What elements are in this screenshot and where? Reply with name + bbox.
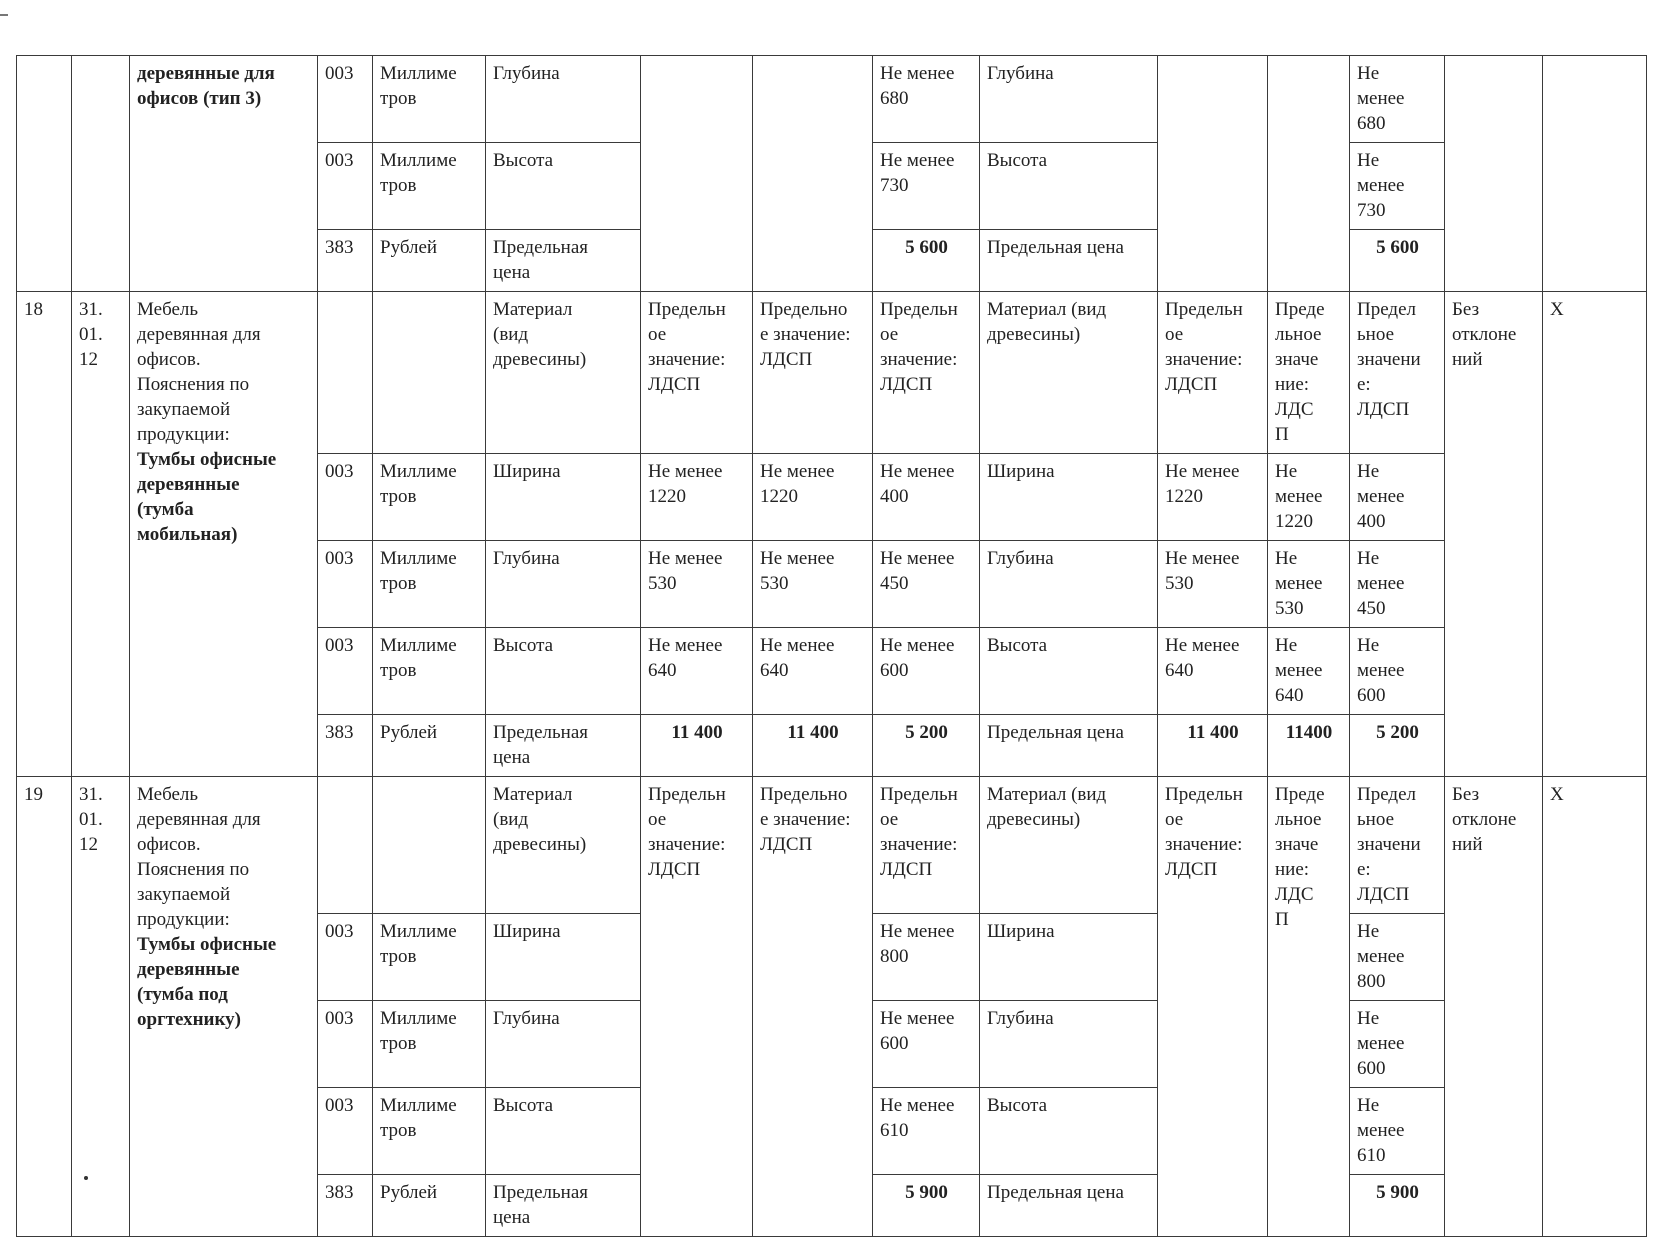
table-row: 19 31. 01. 12 Мебель деревянная для офисов. Пояснения по закупаемой продукции: Тумбы офисные деревянные (тумба под оргтехнику) Материал (вид древесины) Предельн ое значение: ЛДСП Предельно е значение: ЛДСП Предельн ое значение: ЛДСП Материал (вид древесины) Предельн ое значение: ЛДСП Преде льное значе ние: ЛДС П Предел ьное значени е: ЛДСП Без отклоне ний X xyxy=(17,777,1647,914)
product-name-bold: Тумбы офисные деревянные (тумба под оргтехнику) xyxy=(137,934,277,1030)
deviation-cell: Без отклоне ний xyxy=(1445,777,1543,1237)
table-row: 003 Миллиме тров Высота Не менее 640 Не менее 640 Не менее 600 Высота Не менее 640 Не менее 640 Не менее 600 xyxy=(17,628,1647,715)
value-cell xyxy=(1158,56,1268,292)
price-value: 5 900 xyxy=(1376,1182,1419,1203)
table-row: 003 Миллиме тров Высота Не менее 610 Высота Не менее 610 xyxy=(17,1088,1647,1175)
table-row xyxy=(17,56,1647,143)
row-number-cell: 18 xyxy=(17,292,72,777)
deviation-cell xyxy=(1445,56,1543,292)
table-row: 18 31. 01. 12 Мебель деревянная для офисов. Пояснения по закупаемой продукции: Тумбы офисные деревянные (тумба мобильная) Материал (вид древесины) Предельн ое значение: ЛДСП Предельно е значение: ЛДСП Предельн ое значение: ЛДСП Материал (вид древесины) Предельн ое значение: ЛДСП Преде льное значе ние: ЛДС П Предел ьное значени е: ЛДСП Без отклоне ний X xyxy=(17,292,1647,454)
row-number-cell xyxy=(17,56,72,292)
table-row: 003 Миллиме тров Глубина Не менее 530 Не менее 530 Не менее 450 Глубина Не менее 530 Не менее 530 Не менее 450 xyxy=(17,541,1647,628)
value-cell xyxy=(641,56,753,292)
okpd-code-cell xyxy=(72,56,130,292)
unit-code-cell xyxy=(318,777,373,914)
scan-speck xyxy=(84,1176,88,1180)
value-cell xyxy=(753,56,873,292)
furniture-specification-table xyxy=(16,55,1647,1237)
price-value: 5 600 xyxy=(1376,237,1419,258)
characteristic-cell: Глубина xyxy=(486,56,641,143)
unit-name-cell xyxy=(373,292,486,454)
product-name-bold: деревянные для офисов (тип 3) xyxy=(137,63,275,109)
unit-name-cell xyxy=(373,777,486,914)
table-row: 003 Миллиме тров Глубина Не менее 600 Глубина Не менее 600 xyxy=(17,1001,1647,1088)
product-name-cell xyxy=(130,777,318,1237)
characteristic-cell: Глубина xyxy=(980,56,1158,143)
price-value: 5 600 xyxy=(905,237,948,258)
price-value: 5 900 xyxy=(905,1182,948,1203)
table-row: 003 Миллиме тров Ширина Не менее 1220 Не менее 1220 Не менее 400 Ширина Не менее 1220 Не менее 1220 Не менее 400 xyxy=(17,454,1647,541)
okpd-code-cell: 31. 01. 12 xyxy=(72,777,130,1237)
table-row: 383 Рублей Предельная цена 5 900 Предельная цена 5 900 xyxy=(17,1175,1647,1237)
deviation-cell: Без отклоне ний xyxy=(1445,292,1543,777)
unit-name-cell: Миллиме тров xyxy=(373,56,486,143)
unit-code-cell: 003 xyxy=(318,56,373,143)
price-value: 11400 xyxy=(1285,722,1333,743)
table-row: 003 Миллиме тров Высота Не менее 730 Высота Не менее 730 xyxy=(17,143,1647,230)
unit-code-cell xyxy=(318,292,373,454)
value-cell xyxy=(1268,56,1350,292)
price-value: 5 200 xyxy=(905,722,948,743)
price-value: 11 400 xyxy=(787,722,839,743)
price-value: 5 200 xyxy=(1376,722,1419,743)
row-number-cell: 19 xyxy=(17,777,72,1237)
product-name-plain: Мебель деревянная для офисов. Пояснения по закупаемой продукции: xyxy=(137,784,261,930)
product-name-cell xyxy=(130,292,318,777)
mark-cell: X xyxy=(1543,777,1647,1237)
value-cell: Не менее 680 xyxy=(1350,56,1445,143)
price-value: 11 400 xyxy=(1187,722,1239,743)
table-row: 383 Рублей Предельная цена 11 400 11 400 5 200 Предельная цена 11 400 11400 5 200 xyxy=(17,715,1647,777)
value-cell: Не менее 680 xyxy=(873,56,980,143)
mark-cell xyxy=(1543,56,1647,292)
product-name-cell xyxy=(130,56,318,292)
table-row: 003 Миллиме тров Ширина Не менее 800 Ширина Не менее 800 xyxy=(17,914,1647,1001)
product-name-bold: Тумбы офисные деревянные (тумба мобильная) xyxy=(137,449,277,545)
price-value: 11 400 xyxy=(671,722,723,743)
product-name-plain: Мебель деревянная для офисов. Пояснения по закупаемой продукции: xyxy=(137,299,261,445)
scan-corner-mark xyxy=(0,14,8,16)
mark-cell: X xyxy=(1543,292,1647,777)
okpd-code-cell: 31. 01. 12 xyxy=(72,292,130,777)
table-row: 383 Рублей Предельная цена 5 600 Предельная цена 5 600 xyxy=(17,230,1647,292)
